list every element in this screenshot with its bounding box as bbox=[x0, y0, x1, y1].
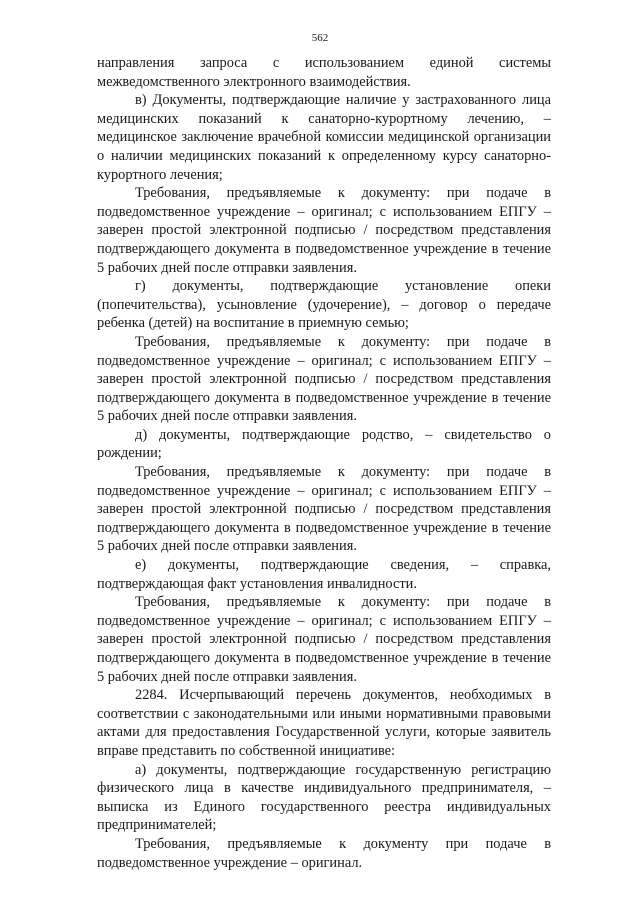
paragraph-item-g: г) документы, подтверждающие установление опеки (попечительства), усыновление (удочерение), – договор о передаче ребенка (детей) на воспитание в приемную семью; bbox=[97, 278, 551, 332]
paragraph-item-e: е) документы, подтверждающие сведения, – справка, подтверждающая факт установления инвалидности. bbox=[97, 557, 551, 592]
paragraph-item-d: д) документы, подтверждающие родство, – свидетельство о рождении; bbox=[97, 426, 551, 462]
paragraph-requirements-3: Требования, предъявляемые к документу: при подаче в подведомственное учреждение – оригинал; с использованием ЕПГУ – заверен простой электронной подписью / посредством представления подтверждающего документа в подведомственное учреждение в течение 5 рабочих дней после отправки заявления. bbox=[97, 464, 551, 555]
page-number: 562 bbox=[311, 32, 329, 44]
paragraph-item-v: в) Документы, подтверждающие наличие у застрахованного лица медицинских показаний к санаторно-курортному лечению, – медицинское заключение врачебной комиссии медицинской организации о наличии медицинских показаний к определенному курсу санаторно-курортного лечения; bbox=[97, 92, 551, 183]
paragraph-item-a: а) документы, подтверждающие государственную регистрацию физического лица в качестве индивидуального предпринимателя, – выписка из Единого государственного реестра индивидуальных предпринимателей; bbox=[97, 761, 551, 834]
paragraph-continuation: направления запроса с использованием единой системы межведомственного электронного взаимодействия. bbox=[97, 55, 551, 90]
paragraph-section-2284: 2284. Исчерпывающий перечень документов, необходимых в соответствии с законодательными или иными нормативными правовыми актами для предоставления Государственной услуги, которые заявитель вправе представить по собственной инициативе: bbox=[97, 687, 551, 759]
paragraph-requirements-1: Требования, предъявляемые к документу: при подаче в подведомственное учреждение – оригинал; с использованием ЕПГУ – заверен простой электронной подписью / посредством представления подтверждающего документа в подведомственное учреждение в течение 5 рабочих дней после отправки заявления. bbox=[97, 185, 551, 276]
paragraph-requirements-2: Требования, предъявляемые к документу: при подаче в подведомственное учреждение – оригинал; с использованием ЕПГУ – заверен простой электронной подписью / посредством представления подтверждающего документа в подведомственное учреждение в течение 5 рабочих дней после отправки заявления. bbox=[97, 333, 551, 425]
paragraph-requirements-5: Требования, предъявляемые к документу при подаче в подведомственное учреждение – оригинал. bbox=[97, 835, 551, 871]
document-body bbox=[97, 54, 551, 872]
paragraph-requirements-4: Требования, предъявляемые к документу: при подаче в подведомственное учреждение – оригинал; с использованием ЕПГУ – заверен простой электронной подписью / посредством представления подтверждающего документа в подведомственное учреждение в течение 5 рабочих дней после отправки заявления. bbox=[97, 594, 551, 685]
